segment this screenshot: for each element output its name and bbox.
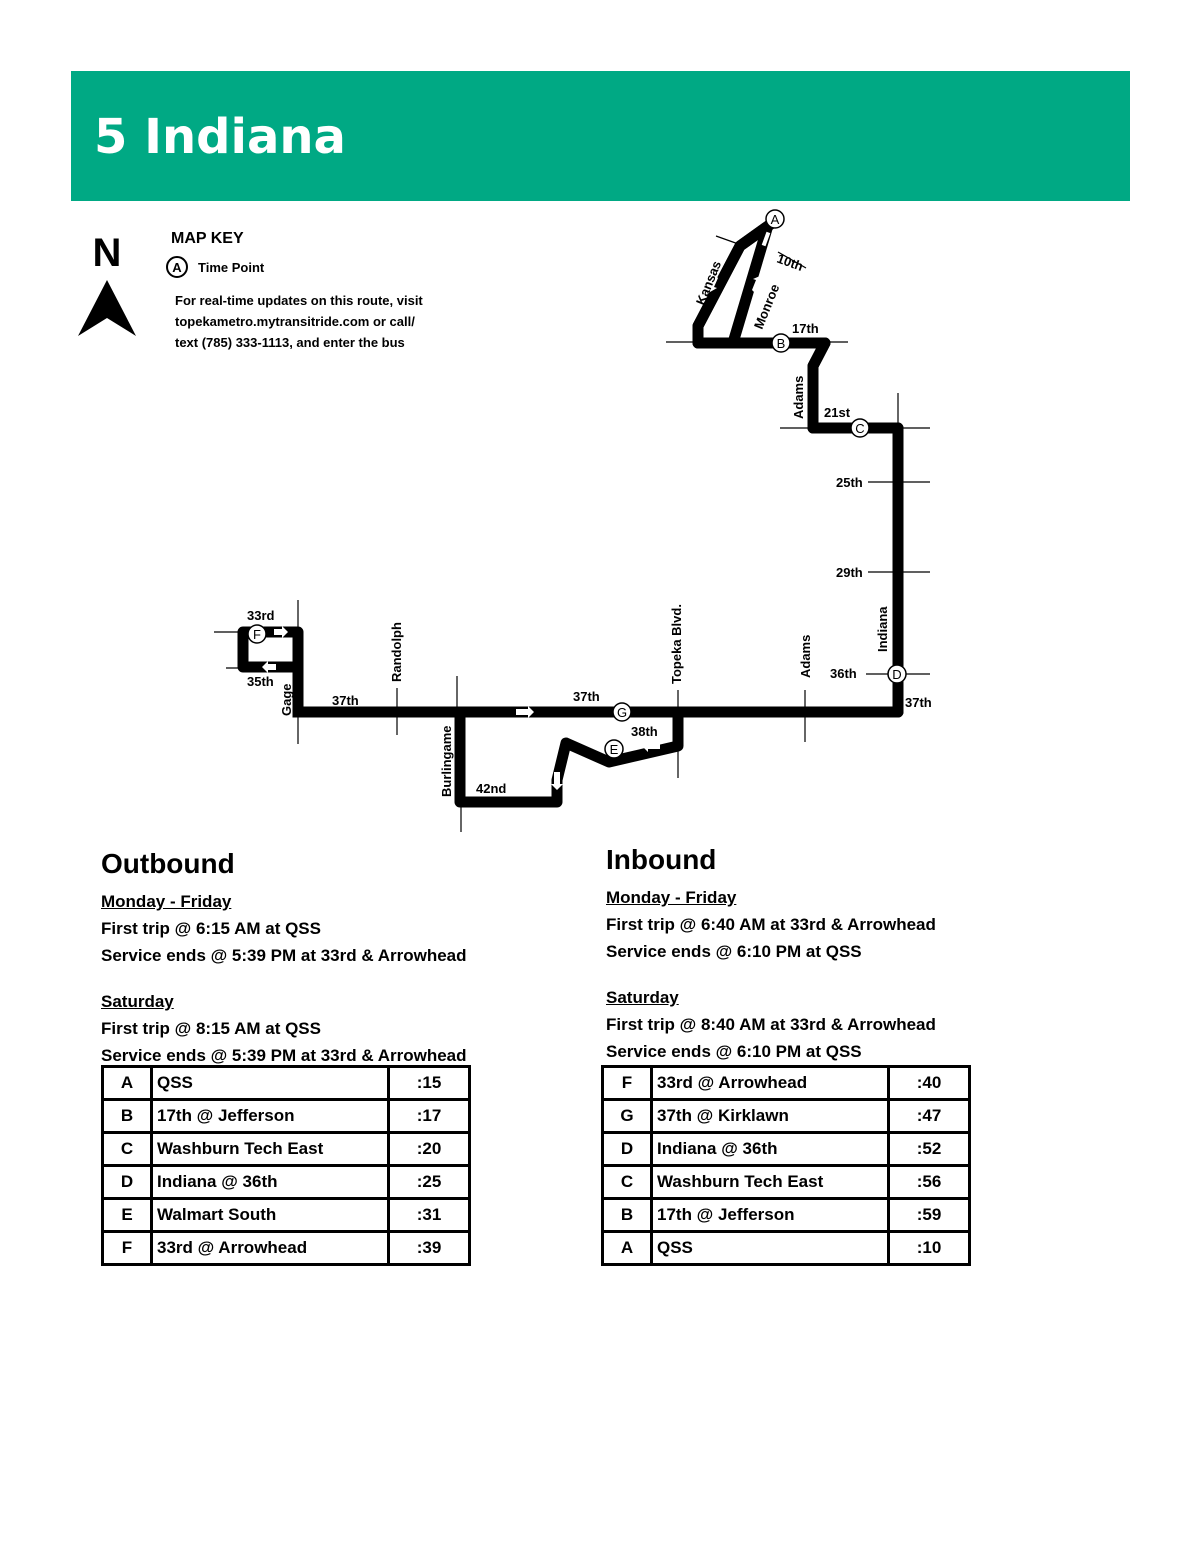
street-42nd: 42nd	[476, 781, 507, 796]
minute-cell: :39	[389, 1232, 470, 1265]
time-point-e	[605, 740, 623, 758]
street-33rd: 33rd	[247, 608, 275, 623]
time-point-cell: G	[603, 1100, 652, 1133]
street-21st: 21st	[824, 405, 851, 420]
map-key-note: For real-time updates on this route, visit topekametro.mytransitride.com or call/ text (785) 333-1113, and enter the bus	[175, 293, 423, 350]
table-row	[603, 1133, 970, 1166]
street-25th: 25th	[836, 475, 863, 490]
time-point-cell: C	[103, 1133, 152, 1166]
header-banner	[71, 71, 1130, 201]
table-row	[103, 1100, 470, 1133]
table-row	[103, 1166, 470, 1199]
inbound-heading: Inbound	[606, 844, 717, 875]
table-row	[103, 1133, 470, 1166]
stop-cell: Indiana @ 36th	[652, 1133, 889, 1166]
svg-text:B: B	[776, 336, 786, 351]
svg-text:E: E	[609, 742, 619, 757]
street-38th: 38th	[631, 724, 658, 739]
stop-cell: 17th @ Jefferson	[152, 1100, 389, 1133]
page-title: 5 Indiana	[94, 109, 346, 165]
stop-cell: 33rd @ Arrowhead	[652, 1067, 889, 1100]
time-point-cell: D	[603, 1133, 652, 1166]
time-point-cell: E	[103, 1199, 152, 1232]
street-10th: 10th	[774, 250, 806, 274]
street-gage: Gage	[279, 683, 294, 716]
map-key-title: MAP KEY	[171, 230, 244, 247]
outbound-weekday-label: Monday - Friday	[101, 892, 232, 911]
time-point-cell: F	[603, 1067, 652, 1100]
inbound-weekday-ends: Service ends @ 6:10 PM at QSS	[606, 942, 862, 961]
inbound-saturday-ends: Service ends @ 6:10 PM at QSS	[606, 1042, 862, 1061]
outbound-saturday-first: First trip @ 8:15 AM at QSS	[101, 1019, 321, 1038]
time-point-symbol: A	[166, 256, 188, 278]
stop-cell: Washburn Tech East	[652, 1166, 889, 1199]
minute-cell: :52	[889, 1133, 970, 1166]
minute-cell: :10	[889, 1232, 970, 1265]
minute-cell: :25	[389, 1166, 470, 1199]
table-row	[603, 1100, 970, 1133]
route-line	[243, 221, 898, 802]
minute-cell: :20	[389, 1133, 470, 1166]
street-burlingame: Burlingame	[439, 725, 454, 797]
outbound-weekday-ends: Service ends @ 5:39 PM at 33rd & Arrowhead	[101, 946, 467, 965]
table-row	[603, 1067, 970, 1100]
time-point-c	[851, 419, 869, 437]
table-row	[603, 1166, 970, 1199]
outbound-schedule-table	[101, 1065, 471, 1266]
svg-text:D: D	[892, 667, 902, 682]
minute-cell: :15	[389, 1067, 470, 1100]
outbound-saturday-label: Saturday	[101, 992, 174, 1011]
stop-cell: QSS	[652, 1232, 889, 1265]
street-36th: 36th	[830, 666, 857, 681]
inbound-saturday-label: Saturday	[606, 988, 679, 1007]
north-label: N	[92, 231, 122, 275]
time-point-cell: F	[103, 1232, 152, 1265]
table-row	[103, 1232, 470, 1265]
street-kansas: Kansas	[692, 258, 725, 308]
stop-cell: Walmart South	[152, 1199, 389, 1232]
svg-text:C: C	[855, 421, 865, 436]
table-row	[103, 1067, 470, 1100]
time-point-g	[613, 703, 631, 721]
table-row	[603, 1232, 970, 1265]
time-point-a	[766, 210, 784, 228]
svg-text:F: F	[253, 627, 261, 642]
time-point-cell: B	[603, 1199, 652, 1232]
street-37th-middle: 37th	[573, 689, 600, 704]
inbound-section	[606, 846, 936, 1062]
route-map	[0, 200, 1200, 850]
time-point-b	[772, 334, 790, 352]
inbound-weekday-first: First trip @ 6:40 AM at 33rd & Arrowhead	[606, 915, 936, 934]
street-37th-west: 37th	[332, 693, 359, 708]
inbound-weekday-label: Monday - Friday	[606, 888, 737, 907]
time-point-cell: B	[103, 1100, 152, 1133]
minute-cell: :40	[889, 1067, 970, 1100]
street-adams-south: Adams	[798, 634, 813, 678]
street-17th: 17th	[792, 321, 819, 336]
inbound-saturday-first: First trip @ 8:40 AM at 33rd & Arrowhead	[606, 1015, 936, 1034]
minute-cell: :17	[389, 1100, 470, 1133]
table-row	[603, 1199, 970, 1232]
time-point-f	[248, 625, 266, 643]
street-35th: 35th	[247, 674, 274, 689]
time-point-cell: C	[603, 1166, 652, 1199]
street-37th-east: 37th	[905, 695, 932, 710]
minute-cell: :47	[889, 1100, 970, 1133]
time-point-d	[888, 665, 906, 683]
table-row	[103, 1199, 470, 1232]
street-adams-north: Adams	[791, 375, 806, 419]
minute-cell: :59	[889, 1199, 970, 1232]
minute-cell: :56	[889, 1166, 970, 1199]
time-point-cell: A	[603, 1232, 652, 1265]
street-29th: 29th	[836, 565, 863, 580]
inbound-schedule-table	[601, 1065, 971, 1266]
outbound-weekday-first: First trip @ 6:15 AM at QSS	[101, 919, 321, 938]
street-randolph: Randolph	[389, 622, 404, 682]
time-point-cell: D	[103, 1166, 152, 1199]
stop-cell: 33rd @ Arrowhead	[152, 1232, 389, 1265]
outbound-heading: Outbound	[101, 848, 235, 879]
street-topeka-blvd: Topeka Blvd.	[669, 604, 684, 684]
outbound-section	[101, 850, 467, 1066]
street-indiana: Indiana	[875, 606, 890, 652]
svg-text:G: G	[616, 705, 628, 720]
time-point-label: Time Point	[198, 259, 265, 275]
stop-cell: QSS	[152, 1067, 389, 1100]
minute-cell: :31	[389, 1199, 470, 1232]
svg-text:A: A	[770, 212, 780, 227]
street-monroe: Monroe	[750, 281, 783, 332]
stop-cell: 17th @ Jefferson	[652, 1199, 889, 1232]
outbound-saturday-ends: Service ends @ 5:39 PM at 33rd & Arrowhead	[101, 1046, 467, 1065]
time-point-cell: A	[103, 1067, 152, 1100]
stop-cell: Washburn Tech East	[152, 1133, 389, 1166]
stop-cell: Indiana @ 36th	[152, 1166, 389, 1199]
stop-cell: 37th @ Kirklawn	[652, 1100, 889, 1133]
